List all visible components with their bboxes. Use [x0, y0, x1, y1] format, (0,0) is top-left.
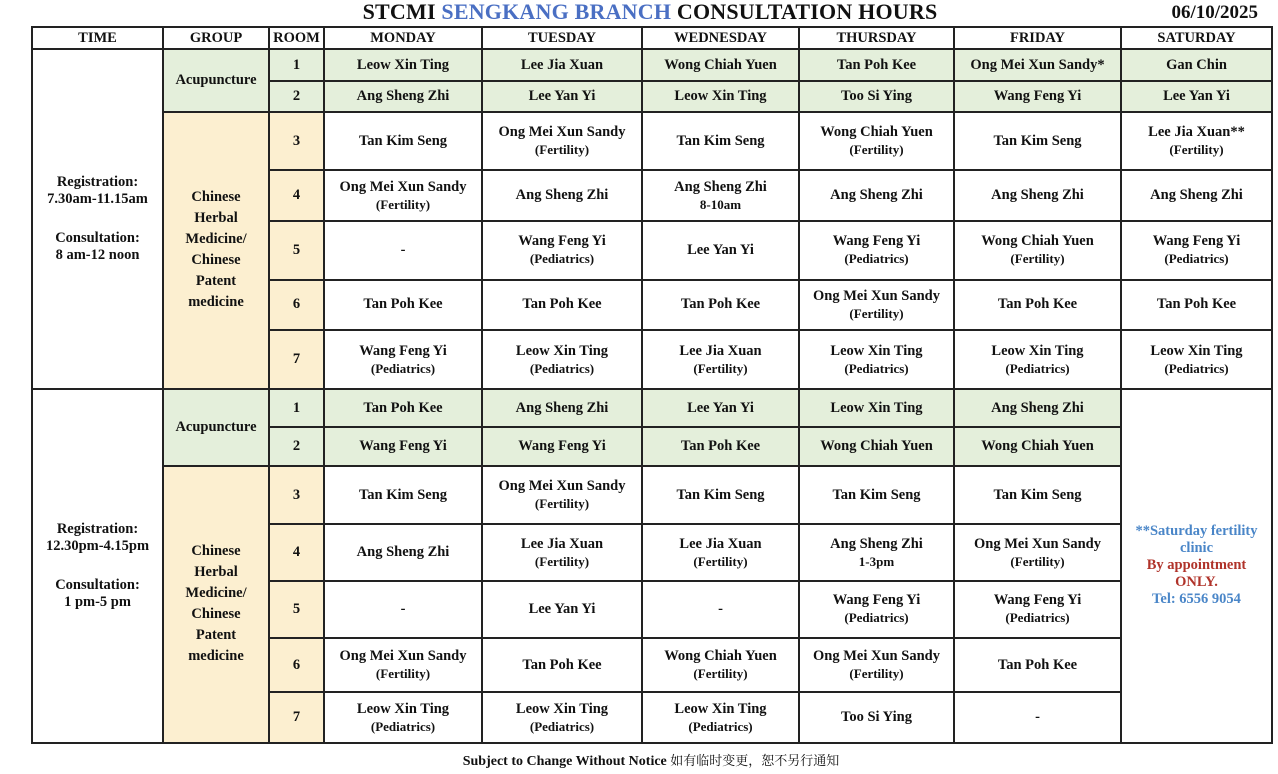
doctor-cell — [954, 524, 1121, 581]
doctor-name: - — [1035, 709, 1040, 726]
doctor-cell — [642, 427, 799, 465]
col-header-tuesday: TUESDAY — [482, 27, 642, 49]
doctor-cell — [954, 389, 1121, 427]
group-label-line: Medicine/ — [185, 231, 247, 248]
room-number-text: 5 — [292, 600, 301, 617]
doctor-cell — [324, 280, 482, 331]
doctor-name: Wong Chiah Yuen — [820, 438, 933, 455]
time-cell — [32, 49, 163, 389]
group-label-line: Herbal — [194, 564, 238, 581]
group-label: Acupuncture — [175, 418, 257, 435]
schedule-date: 06/10/2025 — [1171, 2, 1258, 23]
doctor-name: - — [400, 241, 406, 258]
doctor-name: Tan Poh Kee — [522, 296, 602, 313]
col-header-room: ROOM — [269, 27, 324, 49]
doctor-cell — [642, 112, 799, 171]
group-label-line: Medicine/ — [185, 585, 247, 602]
time-line: 7.30am-11.15am — [47, 190, 148, 207]
footer-english: Subject to Change Without Notice — [462, 754, 667, 769]
doctor-name: Wang Feng Yi — [993, 88, 1082, 105]
group-acupuncture — [163, 49, 269, 112]
doctor-name: Lee Jia Xuan — [520, 535, 604, 552]
time-line: Consultation: — [55, 576, 140, 593]
room-number — [269, 581, 324, 638]
doctor-note: (Fertility) — [693, 360, 748, 376]
doctor-cell — [799, 427, 954, 465]
doctor-name: Ong Mei Xun Sandy — [813, 648, 940, 665]
doctor-cell — [799, 49, 954, 81]
doctor-note: (Pediatrics) — [688, 718, 753, 734]
doctor-cell — [954, 581, 1121, 638]
doctor-cell — [1121, 280, 1272, 331]
room-number-text: 2 — [292, 438, 301, 455]
doctor-cell — [954, 638, 1121, 693]
doctor-cell — [482, 389, 642, 427]
doctor-name: Leow Xin Ting — [674, 700, 767, 717]
group-label-line: medicine — [188, 294, 244, 311]
group-label-line: Chinese — [191, 606, 241, 623]
doctor-cell — [324, 466, 482, 525]
doctor-name: Ong Mei Xun Sandy — [813, 287, 940, 304]
doctor-cell — [799, 81, 954, 111]
doctor-name: Lee Jia Xuan — [679, 342, 762, 359]
room-number-text: 5 — [292, 241, 301, 258]
room-number — [269, 330, 324, 389]
doctor-note: (Fertility) — [849, 666, 904, 682]
doctor-name: Too Si Ying — [841, 709, 912, 726]
doctor-note: (Pediatrics) — [529, 718, 595, 734]
doctor-name: Tan Poh Kee — [522, 656, 602, 673]
doctor-cell — [799, 280, 954, 331]
doctor-cell — [324, 170, 482, 221]
col-header-group: GROUP — [163, 27, 269, 49]
doctor-name: Wong Chiah Yuen — [981, 438, 1094, 455]
doctor-name: Ang Sheng Zhi — [515, 187, 609, 204]
doctor-note: (Pediatrics) — [1005, 610, 1070, 626]
doctor-name: Wang Feng Yi — [518, 438, 606, 455]
group-herbal-medicine — [163, 112, 269, 389]
doctor-name: Ang Sheng Zhi — [356, 544, 450, 561]
col-header-thursday: THURSDAY — [799, 27, 954, 49]
doctor-cell — [799, 221, 954, 280]
doctor-name: Ang Sheng Zhi — [830, 535, 923, 552]
doctor-note: (Fertility) — [534, 553, 590, 569]
title-part-1: STCMI — [362, 0, 436, 24]
doctor-name: Ang Sheng Zhi — [830, 187, 923, 204]
doctor-cell — [799, 170, 954, 221]
doctor-cell — [482, 81, 642, 111]
doctor-cell — [799, 112, 954, 171]
doctor-name: Wong Chiah Yuen — [664, 56, 777, 73]
doctor-cell — [1121, 81, 1272, 111]
page-title — [0, 0, 1278, 24]
doctor-note: (Pediatrics) — [844, 610, 909, 626]
doctor-note: (Fertility) — [693, 553, 748, 569]
doctor-name: Leow Xin Ting — [515, 700, 609, 717]
group-herbal-medicine — [163, 466, 269, 743]
doctor-cell — [954, 280, 1121, 331]
title-part-3: CONSULTATION HOURS — [676, 0, 938, 24]
doctor-name: Leow Xin Ting — [1150, 342, 1243, 359]
doctor-name: Wang Feng Yi — [832, 592, 921, 609]
doctor-cell — [642, 221, 799, 280]
doctor-name: Tan Kim Seng — [358, 132, 448, 149]
doctor-cell — [954, 49, 1121, 81]
doctor-cell — [324, 524, 482, 581]
title-bar — [0, 0, 1278, 26]
saturday-fertility-note — [1121, 389, 1272, 743]
doctor-name: Ong Mei Xun Sandy* — [970, 56, 1105, 73]
doctor-cell — [324, 427, 482, 465]
doctor-name: Lee Yan Yi — [1163, 88, 1230, 105]
doctor-cell — [482, 524, 642, 581]
doctor-cell — [642, 280, 799, 331]
doctor-note: (Pediatrics) — [529, 251, 595, 267]
doctor-cell — [642, 389, 799, 427]
schedule-row — [32, 466, 1272, 525]
doctor-name: Tan Poh Kee — [363, 296, 443, 313]
doctor-cell — [642, 638, 799, 693]
doctor-name: Tan Poh Kee — [1156, 296, 1237, 313]
room-number-text: 6 — [292, 656, 301, 673]
doctor-cell — [1121, 49, 1272, 81]
doctor-name: Lee Jia Xuan** — [1148, 124, 1245, 141]
doctor-name: Tan Kim Seng — [993, 132, 1082, 149]
doctor-note: (Pediatrics) — [1164, 360, 1229, 376]
doctor-cell — [954, 692, 1121, 743]
doctor-cell — [482, 466, 642, 525]
doctor-note: (Fertility) — [693, 666, 748, 682]
doctor-name: Too Si Ying — [841, 88, 912, 105]
doctor-name: Wong Chiah Yuen — [981, 233, 1094, 250]
appointment-only-text: By appointment ONLY. — [1146, 557, 1247, 591]
doctor-name: Ang Sheng Zhi — [674, 178, 767, 195]
doctor-cell — [482, 112, 642, 171]
doctor-name: Tan Poh Kee — [997, 296, 1078, 313]
doctor-cell — [324, 581, 482, 638]
doctor-name: Ong Mei Xun Sandy — [339, 648, 467, 665]
doctor-name: Leow Xin Ting — [356, 700, 450, 717]
doctor-name: Wong Chiah Yuen — [820, 124, 933, 141]
group-label-line: Chinese — [191, 252, 241, 269]
doctor-name: Wang Feng Yi — [359, 438, 447, 455]
doctor-cell — [482, 170, 642, 221]
doctor-name: Wang Feng Yi — [1152, 233, 1241, 250]
doctor-cell — [482, 221, 642, 280]
schedule-row — [32, 49, 1272, 81]
group-label-line: Chinese — [191, 189, 241, 206]
doctor-name: Wang Feng Yi — [518, 233, 606, 250]
doctor-name: - — [400, 600, 406, 617]
doctor-cell — [482, 692, 642, 743]
room-number-text: 4 — [292, 544, 301, 561]
morning-session — [32, 49, 1272, 389]
doctor-name: Tan Kim Seng — [676, 486, 765, 503]
room-number-text: 2 — [292, 88, 301, 105]
doctor-name: Wong Chiah Yuen — [664, 648, 777, 665]
doctor-cell — [954, 170, 1121, 221]
doctor-cell — [799, 581, 954, 638]
doctor-note: (Fertility) — [1169, 142, 1224, 158]
room-number — [269, 638, 324, 693]
doctor-cell — [482, 427, 642, 465]
doctor-cell — [799, 389, 954, 427]
room-number — [269, 170, 324, 221]
doctor-cell — [324, 112, 482, 171]
time-line: Consultation: — [55, 229, 140, 246]
schedule-row — [32, 112, 1272, 171]
time-line: 1 pm-5 pm — [64, 593, 131, 610]
room-number-text: 1 — [292, 399, 301, 416]
doctor-cell — [324, 330, 482, 389]
doctor-note: 1-3pm — [858, 553, 895, 569]
group-label: Acupuncture — [175, 71, 257, 88]
doctor-note: (Fertility) — [1010, 553, 1065, 569]
doctor-name: Leow Xin Ting — [830, 399, 923, 416]
room-number — [269, 280, 324, 331]
doctor-cell — [799, 692, 954, 743]
col-header-wednesday: WEDNESDAY — [642, 27, 799, 49]
afternoon-session — [32, 389, 1272, 743]
room-number — [269, 49, 324, 81]
doctor-note: (Fertility) — [849, 142, 904, 158]
group-label-line: Chinese — [191, 543, 241, 560]
doctor-cell — [1121, 330, 1272, 389]
doctor-name: Ang Sheng Zhi — [1150, 187, 1243, 204]
time-cell — [32, 389, 163, 743]
doctor-name: Tan Kim Seng — [676, 132, 765, 149]
doctor-note: (Fertility) — [1010, 251, 1065, 267]
doctor-cell — [954, 112, 1121, 171]
doctor-name: Ong Mei Xun Sandy — [498, 478, 626, 495]
doctor-note: (Fertility) — [534, 142, 590, 158]
doctor-name: Tan Poh Kee — [363, 399, 443, 416]
doctor-cell — [954, 427, 1121, 465]
doctor-name: Leow Xin Ting — [674, 88, 767, 105]
doctor-note: (Pediatrics) — [529, 360, 595, 376]
doctor-name: Ong Mei Xun Sandy — [974, 535, 1101, 552]
room-number-text: 7 — [292, 709, 301, 726]
group-label-line: medicine — [188, 648, 244, 665]
doctor-cell — [954, 466, 1121, 525]
doctor-name: Leow Xin Ting — [830, 342, 923, 359]
doctor-name: Leow Xin Ting — [356, 56, 450, 73]
room-number-text: 3 — [292, 132, 301, 149]
room-number — [269, 221, 324, 280]
doctor-cell — [799, 638, 954, 693]
room-number-text: 6 — [292, 296, 301, 313]
doctor-cell — [482, 49, 642, 81]
doctor-name: Ong Mei Xun Sandy — [498, 124, 626, 141]
doctor-name: Tan Kim Seng — [832, 486, 921, 503]
col-header-saturday: SATURDAY — [1121, 27, 1272, 49]
room-number — [269, 427, 324, 465]
room-number — [269, 81, 324, 111]
doctor-name: Tan Poh Kee — [680, 296, 761, 313]
fertility-clinic-text: **Saturday fertility clinic — [1135, 523, 1258, 557]
group-acupuncture — [163, 389, 269, 466]
room-number — [269, 692, 324, 743]
time-line: 8 am-12 noon — [55, 246, 140, 263]
doctor-name: Leow Xin Ting — [515, 342, 609, 359]
room-number — [269, 389, 324, 427]
room-number — [269, 466, 324, 525]
doctor-cell — [324, 49, 482, 81]
time-line: Registration: — [56, 173, 139, 190]
doctor-note: (Pediatrics) — [844, 251, 909, 267]
doctor-cell — [954, 330, 1121, 389]
doctor-name: Gan Chin — [1166, 56, 1227, 73]
doctor-cell — [324, 221, 482, 280]
doctor-name: Tan Poh Kee — [997, 656, 1078, 673]
doctor-name: Lee Yan Yi — [528, 88, 596, 105]
doctor-name: Wang Feng Yi — [832, 233, 921, 250]
doctor-note: (Pediatrics) — [1005, 360, 1070, 376]
room-number-text: 3 — [292, 486, 301, 503]
consultation-schedule-table — [31, 26, 1273, 744]
doctor-cell — [1121, 112, 1272, 171]
time-gap — [35, 555, 160, 577]
doctor-cell — [799, 330, 954, 389]
footer-notice — [0, 750, 1278, 770]
doctor-name: Ang Sheng Zhi — [991, 399, 1084, 416]
doctor-cell — [642, 692, 799, 743]
col-header-monday: MONDAY — [324, 27, 482, 49]
doctor-note: (Fertility) — [534, 496, 590, 512]
title-branch: SENGKANG BRANCH — [441, 0, 672, 24]
doctor-cell — [799, 466, 954, 525]
doctor-cell — [642, 170, 799, 221]
doctor-name: Lee Yan Yi — [528, 600, 596, 617]
doctor-name: Tan Kim Seng — [358, 486, 448, 503]
doctor-name: Ong Mei Xun Sandy — [339, 178, 467, 195]
footer-chinese: 如有临时变更，恕不另行通知 — [670, 754, 840, 769]
doctor-note: 8-10am — [699, 196, 742, 212]
doctor-cell — [642, 81, 799, 111]
doctor-name: Ang Sheng Zhi — [356, 88, 450, 105]
schedule-row — [32, 389, 1272, 427]
col-header-time: TIME — [32, 27, 163, 49]
doctor-note: (Fertility) — [375, 666, 431, 682]
doctor-note: (Pediatrics) — [1164, 251, 1229, 267]
doctor-name: Lee Jia Xuan — [520, 56, 604, 73]
doctor-name: - — [718, 600, 723, 617]
doctor-note: (Pediatrics) — [370, 718, 436, 734]
doctor-cell — [324, 81, 482, 111]
time-line: 12.30pm-4.15pm — [45, 537, 150, 554]
phone-number-text: Tel: 6556 9054 — [1152, 591, 1241, 608]
doctor-note: (Pediatrics) — [844, 360, 909, 376]
group-label-line: Patent — [195, 273, 237, 290]
doctor-cell — [799, 524, 954, 581]
room-number-text: 7 — [292, 351, 301, 368]
doctor-cell — [482, 330, 642, 389]
doctor-name: Lee Jia Xuan — [679, 535, 762, 552]
doctor-name: Ang Sheng Zhi — [515, 399, 609, 416]
header-row — [32, 27, 1272, 49]
doctor-cell — [642, 49, 799, 81]
group-label-line: Patent — [195, 627, 237, 644]
doctor-cell — [1121, 170, 1272, 221]
doctor-name: Wang Feng Yi — [993, 592, 1082, 609]
doctor-name: Leow Xin Ting — [991, 342, 1084, 359]
doctor-name: Lee Yan Yi — [687, 399, 754, 416]
doctor-name: Tan Poh Kee — [680, 438, 761, 455]
doctor-cell — [482, 638, 642, 693]
doctor-cell — [482, 280, 642, 331]
room-number-text: 1 — [292, 56, 301, 73]
room-number — [269, 112, 324, 171]
doctor-name: Lee Yan Yi — [687, 241, 754, 258]
doctor-cell — [642, 466, 799, 525]
group-label-line: Herbal — [194, 210, 238, 227]
doctor-note: (Pediatrics) — [370, 360, 436, 376]
doctor-name: Tan Kim Seng — [993, 486, 1082, 503]
doctor-cell — [642, 330, 799, 389]
doctor-cell — [324, 692, 482, 743]
doctor-note: (Fertility) — [375, 196, 431, 212]
col-header-friday: FRIDAY — [954, 27, 1121, 49]
doctor-name: Ang Sheng Zhi — [991, 187, 1084, 204]
doctor-cell — [954, 221, 1121, 280]
room-number — [269, 524, 324, 581]
doctor-name: Tan Poh Kee — [836, 56, 917, 73]
doctor-cell — [1121, 221, 1272, 280]
doctor-note: (Fertility) — [849, 305, 904, 321]
time-gap — [35, 208, 160, 230]
doctor-cell — [324, 638, 482, 693]
doctor-name: Wang Feng Yi — [359, 342, 447, 359]
doctor-cell — [642, 581, 799, 638]
doctor-cell — [482, 581, 642, 638]
room-number-text: 4 — [292, 187, 301, 204]
doctor-cell — [954, 81, 1121, 111]
doctor-cell — [642, 524, 799, 581]
time-line: Registration: — [56, 520, 139, 537]
doctor-cell — [324, 389, 482, 427]
